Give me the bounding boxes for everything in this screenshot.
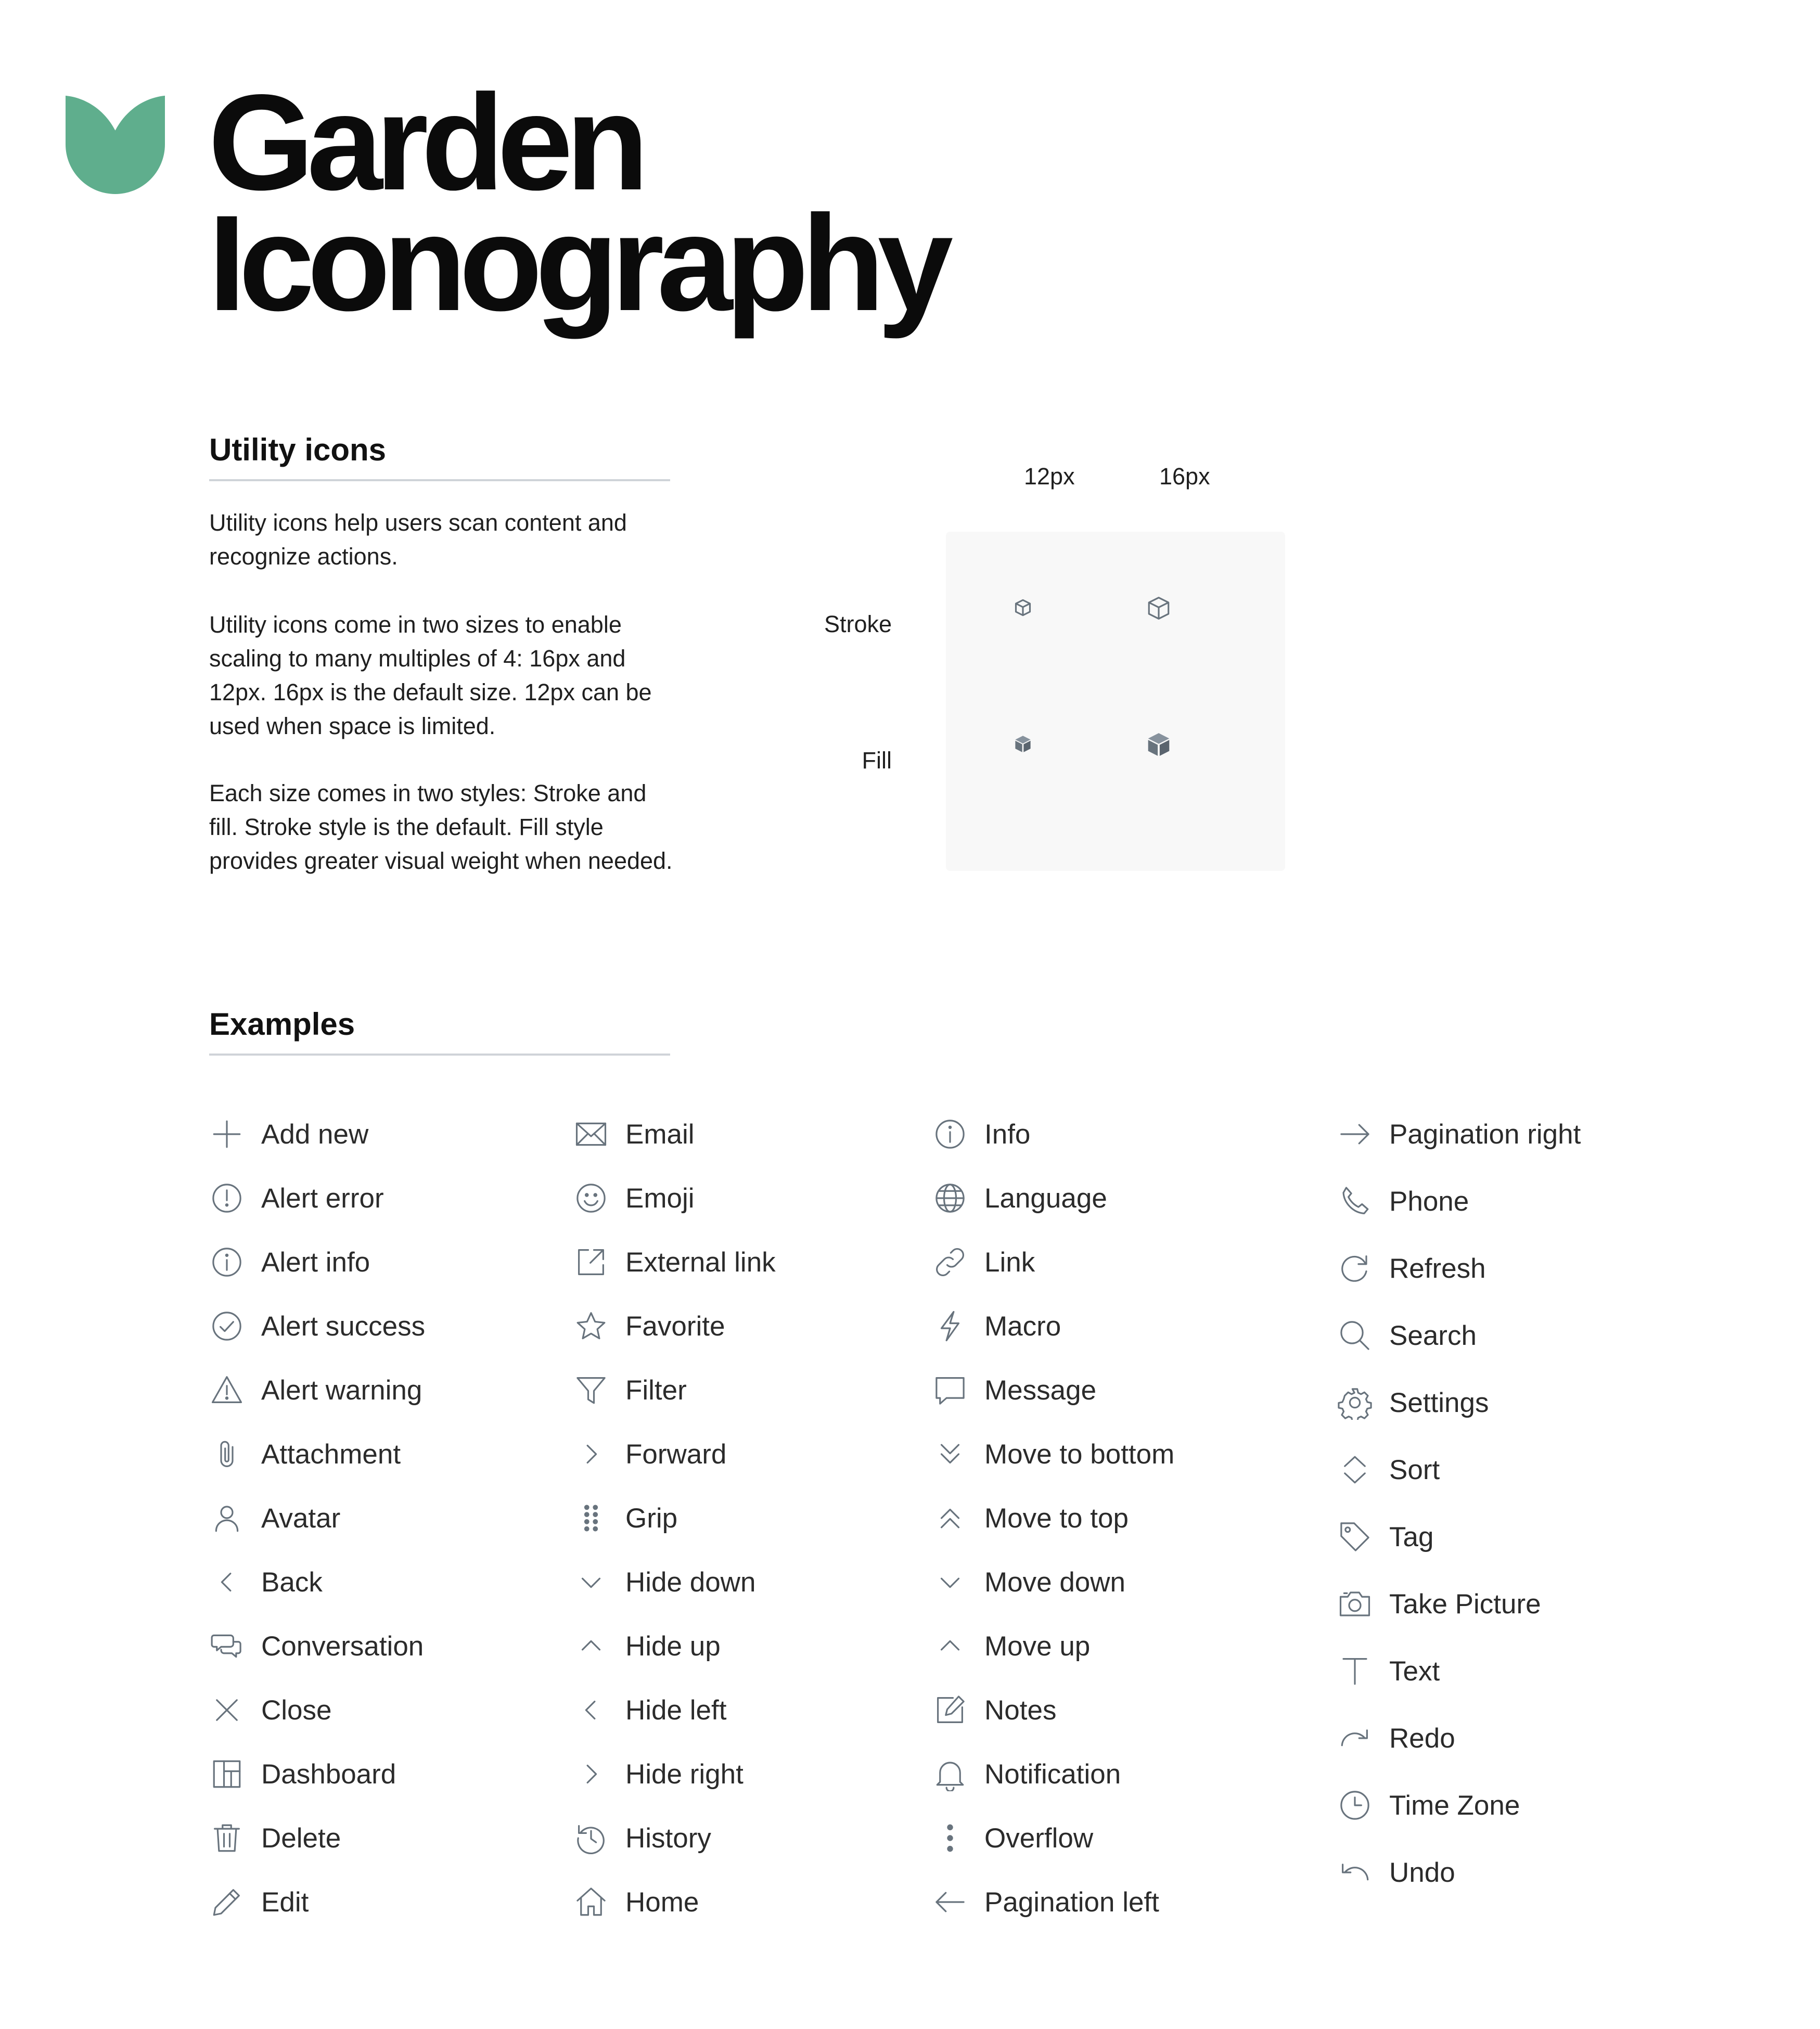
chevron-right-icon <box>572 1435 610 1473</box>
example-label: History <box>625 1822 711 1854</box>
cube-fill-12px-icon <box>1014 735 1032 753</box>
example-label: Notes <box>984 1694 1057 1726</box>
example-item-pagination-right <box>1336 1113 1581 1155</box>
example-item-move-to-top <box>931 1497 1129 1539</box>
icon-size-demo-panel <box>946 532 1285 871</box>
example-item-forward <box>572 1433 726 1475</box>
style-label-stroke: Stroke <box>824 611 892 637</box>
conversation-icon <box>208 1627 246 1665</box>
search-icon <box>1336 1317 1374 1354</box>
arrow-left-icon <box>931 1883 969 1921</box>
example-item-take-picture <box>1336 1583 1541 1625</box>
chevron-up-icon <box>931 1627 969 1665</box>
example-item-add-new <box>208 1113 368 1155</box>
example-item-sort <box>1336 1449 1440 1491</box>
example-item-hide-right <box>572 1753 744 1795</box>
bell-icon <box>931 1755 969 1793</box>
example-item-move-up <box>931 1625 1090 1667</box>
example-item-close <box>208 1689 332 1731</box>
alert-error-icon <box>208 1179 246 1217</box>
example-item-refresh <box>1336 1248 1486 1289</box>
example-label: Take Picture <box>1389 1588 1541 1620</box>
grip-icon <box>572 1499 610 1537</box>
example-label: Redo <box>1389 1723 1455 1754</box>
example-item-favorite <box>572 1305 725 1347</box>
double-chevron-down-icon <box>931 1435 969 1473</box>
message-icon <box>931 1371 969 1409</box>
example-label: Add new <box>261 1119 369 1150</box>
example-label: Notification <box>984 1758 1121 1790</box>
pencil-icon <box>208 1883 246 1921</box>
example-item-text <box>1336 1650 1440 1692</box>
cube-fill-16px-icon <box>1146 731 1172 757</box>
utility-description-3: Each size comes in two styles: Stroke and fill. Stroke style is the default. Fill style provides greater visual weight when needed. <box>209 780 673 874</box>
check-circle-icon <box>208 1307 246 1345</box>
warning-icon <box>208 1371 246 1409</box>
example-label: Alert success <box>261 1311 426 1342</box>
utility-icons-heading: Utility icons <box>209 432 670 481</box>
example-item-move-down <box>931 1561 1125 1603</box>
example-label: Time Zone <box>1389 1790 1520 1821</box>
example-item-time-zone <box>1336 1784 1520 1826</box>
example-label: Sort <box>1389 1454 1440 1485</box>
example-item-redo <box>1336 1717 1455 1759</box>
example-item-emoji <box>572 1177 695 1219</box>
utility-description-2: Utility icons come in two sizes to enable scaling to many multiples of 4: 16px and 12px. 16px is the default size. 12px can be used when space is limited. <box>209 611 652 739</box>
user-icon <box>208 1499 246 1537</box>
example-item-language <box>931 1177 1107 1219</box>
example-item-edit <box>208 1881 309 1923</box>
examples-heading: Examples <box>209 1006 670 1056</box>
example-item-history <box>572 1817 711 1859</box>
external-icon <box>572 1243 610 1281</box>
double-chevron-up-icon <box>931 1499 969 1537</box>
example-item-conversation <box>208 1625 424 1667</box>
star-icon <box>572 1307 610 1345</box>
example-label: Alert warning <box>261 1375 422 1406</box>
example-label: Hide left <box>625 1694 727 1726</box>
example-label: Phone <box>1389 1186 1469 1217</box>
example-label: Alert info <box>261 1247 370 1278</box>
redo-icon <box>1336 1719 1374 1757</box>
x-icon <box>208 1691 246 1729</box>
example-item-delete <box>208 1817 341 1859</box>
example-item-notification <box>931 1753 1121 1795</box>
chevron-left-icon <box>572 1691 610 1729</box>
example-label: Move to bottom <box>984 1439 1175 1470</box>
example-item-alert-error <box>208 1177 384 1219</box>
example-label: Grip <box>625 1503 678 1534</box>
example-item-attachment <box>208 1433 401 1475</box>
example-item-back <box>208 1561 323 1603</box>
leaf-logo-shape <box>66 96 165 194</box>
example-label: Hide down <box>625 1566 756 1598</box>
example-label: Settings <box>1389 1387 1489 1418</box>
style-label-fill: Fill <box>862 747 892 774</box>
example-label: Language <box>984 1183 1107 1214</box>
plus-icon <box>208 1115 246 1153</box>
chevron-down-icon <box>931 1563 969 1601</box>
example-label: Text <box>1389 1655 1440 1687</box>
example-label: Attachment <box>261 1439 401 1470</box>
example-label: Filter <box>625 1375 687 1406</box>
example-item-avatar <box>208 1497 340 1539</box>
link-icon <box>931 1243 969 1281</box>
clock-icon <box>1336 1787 1374 1824</box>
overflow-icon <box>931 1819 969 1857</box>
home-icon <box>572 1883 610 1921</box>
example-label: Move down <box>984 1566 1126 1598</box>
page-title <box>208 66 946 339</box>
example-label: Close <box>261 1694 332 1726</box>
example-item-hide-down <box>572 1561 755 1603</box>
garden-logo <box>65 95 166 194</box>
example-label: Macro <box>984 1311 1061 1342</box>
title-line-2: Iconography <box>208 187 946 339</box>
chevron-down-icon <box>572 1563 610 1601</box>
text-icon <box>1336 1652 1374 1690</box>
tag-icon <box>1336 1518 1374 1556</box>
cube-stroke-16px-icon <box>1146 595 1172 621</box>
example-label: Search <box>1389 1320 1477 1351</box>
phone-icon <box>1336 1183 1374 1220</box>
refresh-icon <box>1336 1250 1374 1287</box>
example-label: Hide up <box>625 1630 721 1662</box>
size-label-16px: 16px <box>1159 463 1210 490</box>
example-label: Favorite <box>625 1311 725 1342</box>
example-item-phone <box>1336 1180 1469 1222</box>
trash-icon <box>208 1819 246 1857</box>
example-label: Conversation <box>261 1630 424 1662</box>
gear-icon <box>1336 1384 1374 1421</box>
example-label: Home <box>625 1886 699 1918</box>
example-label: Hide right <box>625 1758 744 1790</box>
example-item-macro <box>931 1305 1061 1347</box>
example-label: Move to top <box>984 1503 1129 1534</box>
example-item-settings <box>1336 1382 1489 1423</box>
example-item-overflow <box>931 1817 1093 1859</box>
chevron-left-icon <box>208 1563 246 1601</box>
example-item-home <box>572 1881 699 1923</box>
example-item-dashboard <box>208 1753 396 1795</box>
example-label: Tag <box>1389 1521 1434 1552</box>
example-item-email <box>572 1113 695 1155</box>
example-label: Refresh <box>1389 1253 1486 1284</box>
globe-icon <box>931 1179 969 1217</box>
smiley-icon <box>572 1179 610 1217</box>
example-label: Emoji <box>625 1183 695 1214</box>
example-item-message <box>931 1369 1096 1411</box>
example-label: Delete <box>261 1822 341 1854</box>
example-item-external-link <box>572 1241 776 1283</box>
example-item-move-to-bottom <box>931 1433 1174 1475</box>
example-label: Avatar <box>261 1503 341 1534</box>
size-label-12px: 12px <box>1024 463 1075 490</box>
title-line-1: Garden <box>208 66 642 219</box>
example-item-filter <box>572 1369 687 1411</box>
example-label: Overflow <box>984 1822 1094 1854</box>
utility-description-1: Utility icons help users scan content and recognize actions. <box>209 509 627 570</box>
example-item-search <box>1336 1315 1477 1356</box>
example-item-alert-warning <box>208 1369 422 1411</box>
example-label: Dashboard <box>261 1758 396 1790</box>
cube-stroke-12px-icon <box>1014 598 1032 617</box>
example-label: Alert error <box>261 1183 384 1214</box>
chevron-right-icon <box>572 1755 610 1793</box>
example-label: Back <box>261 1566 323 1598</box>
sort-icon <box>1336 1451 1374 1488</box>
example-item-undo <box>1336 1852 1455 1893</box>
example-label: Pagination right <box>1389 1119 1581 1150</box>
undo-icon <box>1336 1854 1374 1891</box>
example-label: Link <box>984 1247 1035 1278</box>
example-item-tag <box>1336 1516 1433 1558</box>
chevron-up-icon <box>572 1627 610 1665</box>
example-item-notes <box>931 1689 1056 1731</box>
info-icon <box>931 1115 969 1153</box>
example-label: Forward <box>625 1439 727 1470</box>
example-label: Undo <box>1389 1857 1455 1888</box>
example-item-alert-info <box>208 1241 370 1283</box>
bolt-icon <box>931 1307 969 1345</box>
email-icon <box>572 1115 610 1153</box>
example-label: Email <box>625 1119 695 1150</box>
example-item-pagination-left <box>931 1881 1159 1923</box>
example-item-hide-left <box>572 1689 726 1731</box>
dashboard-icon <box>208 1755 246 1793</box>
example-label: Message <box>984 1375 1097 1406</box>
example-label: Info <box>984 1119 1031 1150</box>
notes-icon <box>931 1691 969 1729</box>
camera-icon <box>1336 1585 1374 1623</box>
example-item-hide-up <box>572 1625 721 1667</box>
info-icon <box>208 1243 246 1281</box>
example-label: External link <box>625 1247 776 1278</box>
example-label: Pagination left <box>984 1886 1159 1918</box>
example-label: Move up <box>984 1630 1091 1662</box>
example-item-info <box>931 1113 1030 1155</box>
history-icon <box>572 1819 610 1857</box>
example-item-link <box>931 1241 1035 1283</box>
example-item-grip <box>572 1497 677 1539</box>
example-label: Edit <box>261 1886 309 1918</box>
filter-icon <box>572 1371 610 1409</box>
paperclip-icon <box>208 1435 246 1473</box>
arrow-right-icon <box>1336 1115 1374 1153</box>
example-item-alert-success <box>208 1305 425 1347</box>
